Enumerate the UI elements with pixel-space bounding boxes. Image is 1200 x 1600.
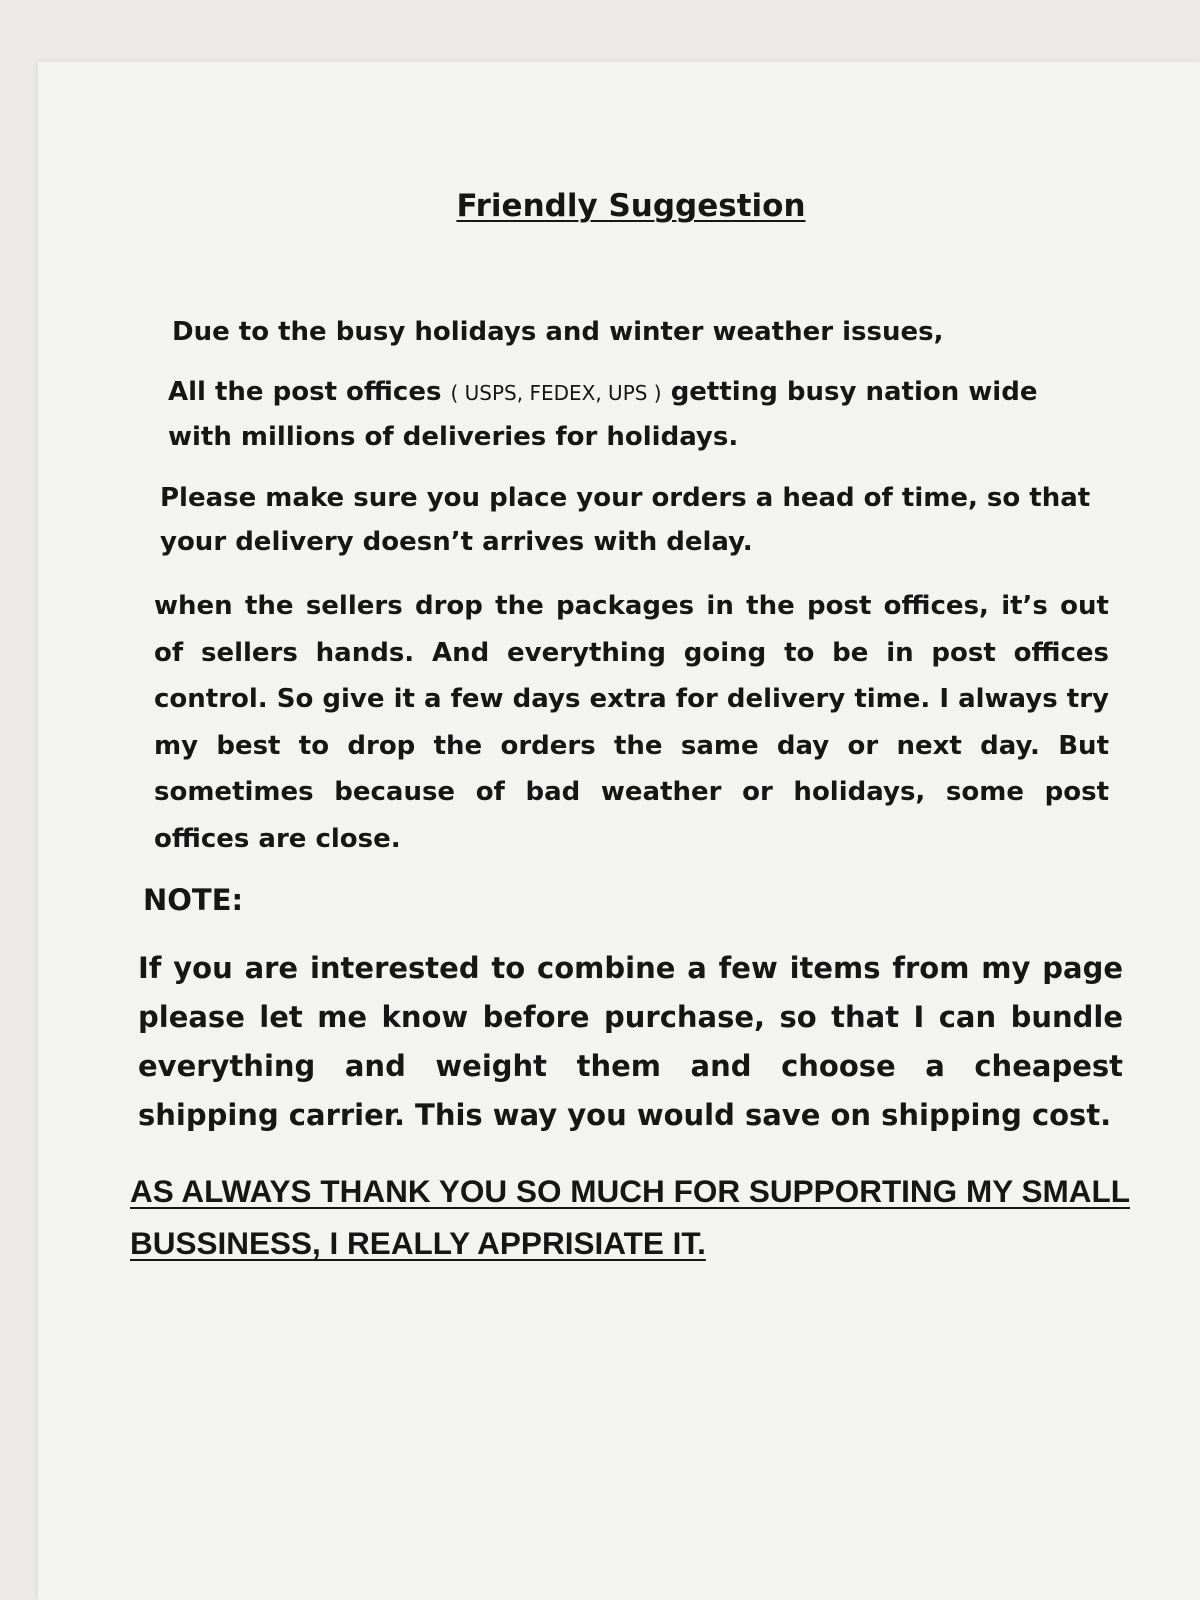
paragraph-sellers: when the sellers drop the packages in the post offices, it’s out of sellers hands. And everything going to be in post offices control. So give it a few days extra for delivery time. I always try my best to drop the orders the same day or next day. But sometimes because of bad weather or holidays, some post offices are close. (154, 591, 1109, 854)
paragraph-order-ahead: Please make sure you place your orders a head of time, so that your delivery doesn’t arrives with delay. (160, 483, 1091, 557)
closing-thanks: AS ALWAYS THANK YOU SO MUCH FOR SUPPORTING MY SMALL BUSSINESS, I REALLY APPRISIATE IT. (130, 1173, 1130, 1261)
note-body: If you are interested to combine a few items from my page please let me know before purchase, so that I can bundle everything and weight them and choose a cheapest shipping carrier. This way you would save on shipping cost. (138, 951, 1123, 1132)
post-offices-lead: All the post offices (168, 377, 442, 407)
carrier-list: ( USPS, FEDEX, UPS ) (450, 381, 662, 405)
note-heading: NOTE: (143, 883, 244, 917)
paragraph-holidays: Due to the busy holidays and winter weather issues, (172, 317, 944, 347)
post-offices-rest: getting busy nation wide with millions of deliveries for holidays. (168, 377, 1038, 452)
document-title: Friendly Suggestion (456, 188, 806, 224)
paragraph-post-offices (168, 370, 1098, 459)
